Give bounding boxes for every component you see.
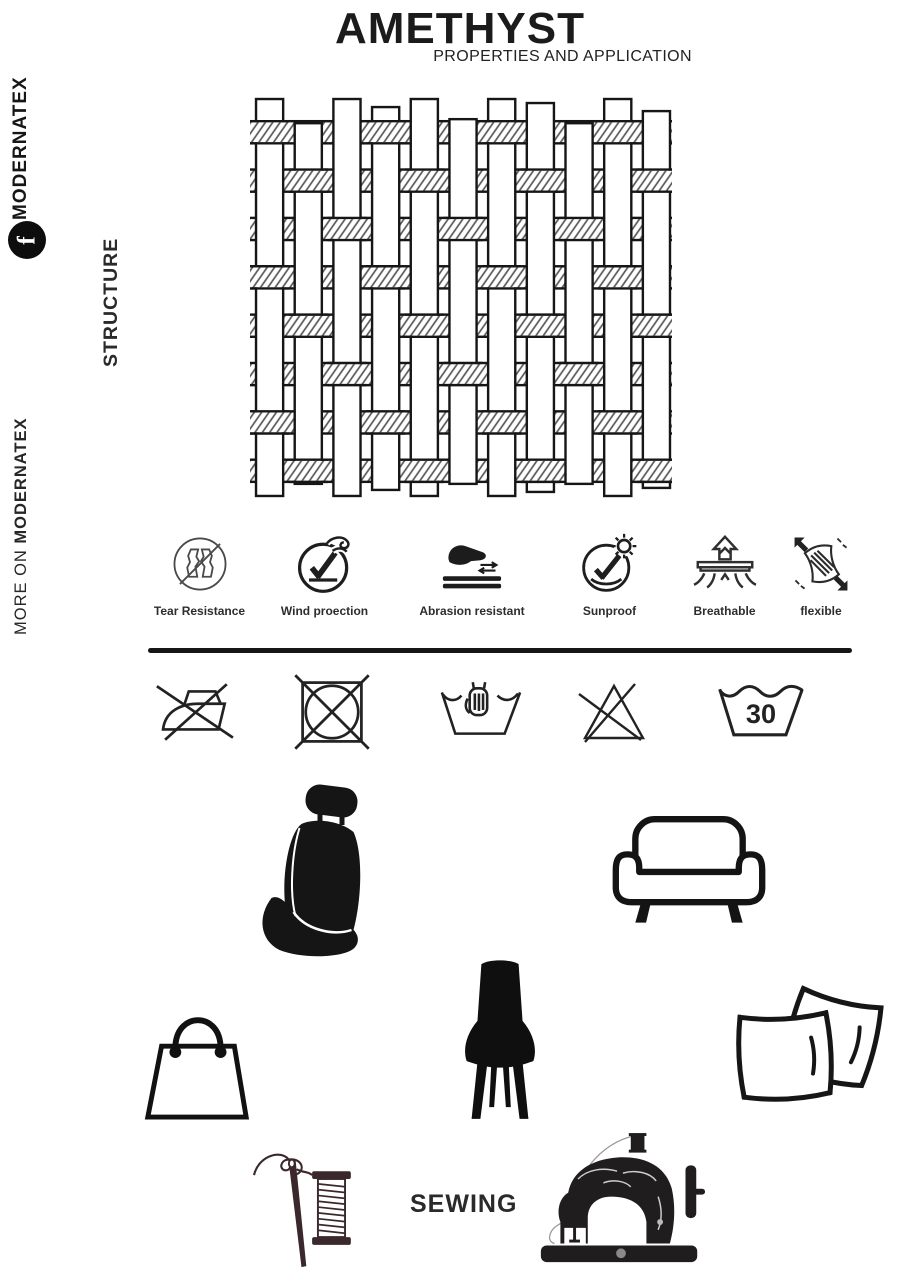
- sewing-machine-icon: [535, 1128, 707, 1273]
- wind-protection-icon: [293, 530, 357, 598]
- more-on-prefix: MORE ON: [12, 543, 30, 635]
- property-tear-resistance: [142, 530, 257, 618]
- needle-and-thread-icon: [248, 1148, 353, 1270]
- more-on-brand: MODERNATEX: [12, 417, 30, 544]
- property-label: Breathable: [693, 604, 756, 618]
- brand-name-vertical: MODERNATEX: [10, 76, 31, 220]
- section-divider: [148, 648, 852, 653]
- page-title: AMETHYST: [335, 4, 585, 53]
- do-not-tumble-dry-icon: [290, 672, 374, 752]
- do-not-bleach-icon: [574, 678, 654, 748]
- dining-chair-icon: [452, 958, 548, 1123]
- sewing-label: SEWING: [410, 1190, 518, 1218]
- property-label: Abrasion resistant: [419, 604, 525, 618]
- more-on-brand-vertical: [12, 383, 31, 635]
- property-flexible: [782, 530, 860, 618]
- page-subtitle: PROPERTIES AND APPLICATION: [433, 48, 692, 65]
- pillows-icon: [728, 983, 888, 1108]
- tear-resistance-icon: [169, 530, 231, 598]
- property-abrasion-resistant: [392, 530, 552, 618]
- property-label: flexible: [800, 604, 842, 618]
- property-label: Wind proection: [280, 604, 369, 618]
- fabric-weave-icon: [250, 97, 672, 500]
- car-seat-icon: [238, 782, 403, 960]
- weave-diagram: [250, 97, 672, 500]
- facebook-icon: f: [8, 221, 46, 259]
- property-label: Sunproof: [582, 604, 637, 618]
- property-sunproof: [552, 530, 667, 618]
- property-wind-protection: [257, 530, 392, 618]
- hand-wash-icon: [434, 676, 528, 748]
- svg-text:30: 30: [745, 697, 777, 729]
- structure-label: STRUCTURE: [100, 237, 122, 367]
- property-label: Tear Resistance: [153, 604, 246, 618]
- do-not-iron-icon: [150, 676, 246, 750]
- property-breathable: [667, 530, 782, 618]
- sofa-icon: [608, 810, 770, 928]
- flexible-icon: [790, 530, 852, 598]
- sunproof-icon: [578, 530, 642, 598]
- breathable-icon: [692, 530, 758, 598]
- properties-row: [142, 530, 860, 618]
- wash-30-icon: [712, 674, 810, 750]
- abrasion-resistant-icon: [435, 530, 509, 598]
- handbag-icon: [136, 995, 256, 1123]
